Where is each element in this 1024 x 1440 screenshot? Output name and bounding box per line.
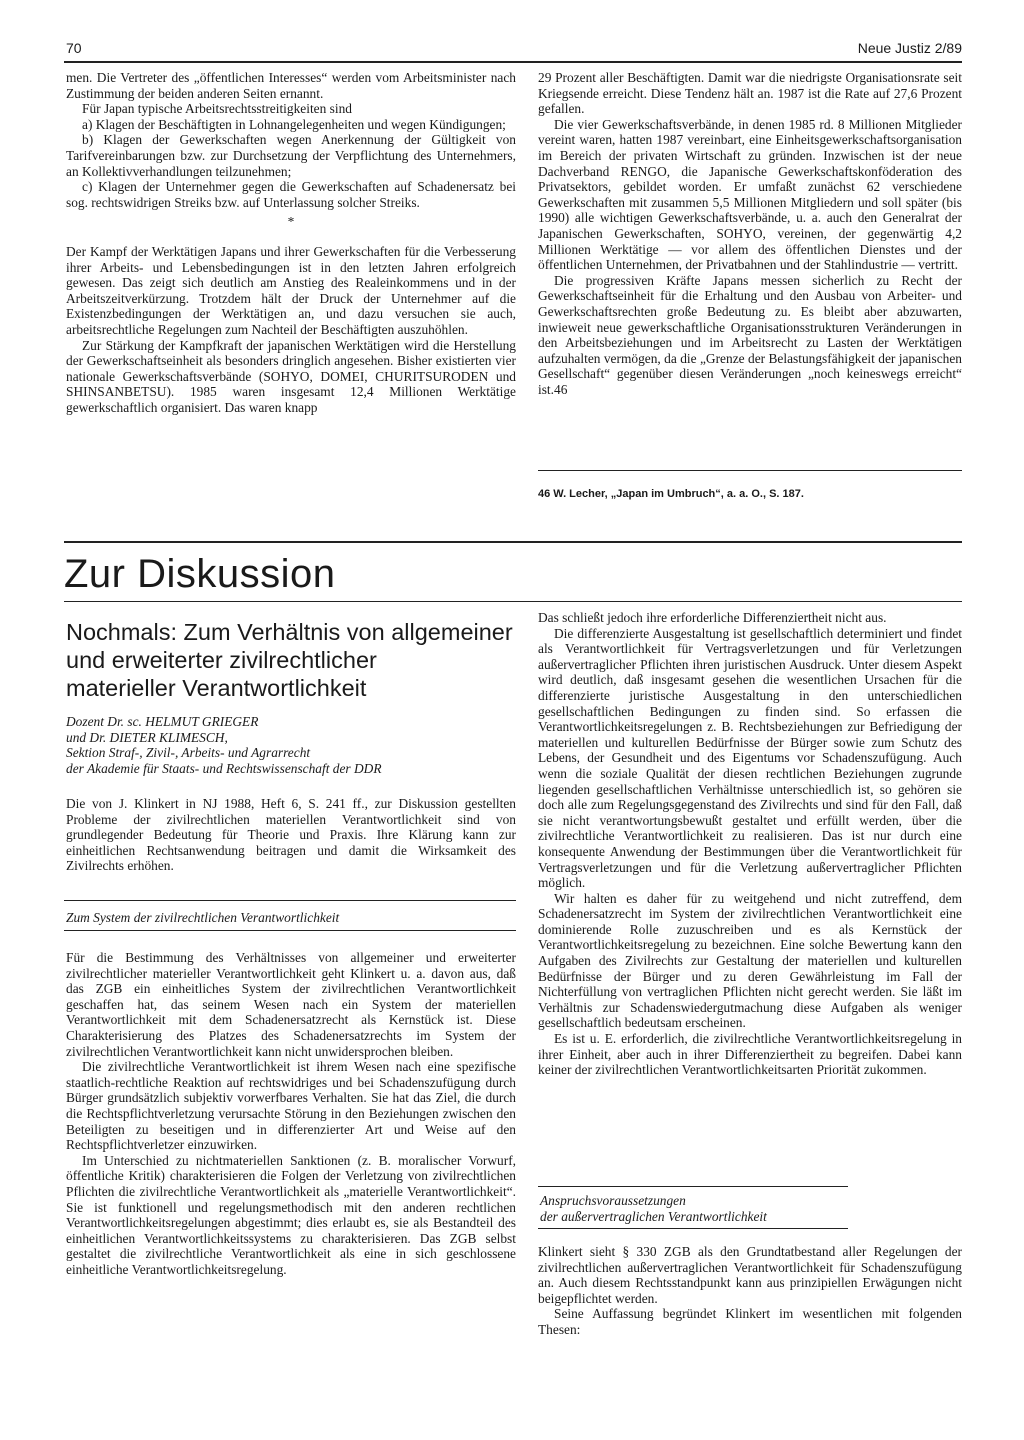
top-right-column bbox=[538, 70, 962, 397]
paragraph: Die von J. Klinkert in NJ 1988, Heft 6, S. 241 ff., zur Diskussion gestellten Probleme der zivilrechtlichen materiellen Verantwortlichkeit sind von grundlegender Bedeutung für Theorie und Praxis. Ihre Klärung kann zur einheitlichen Rechtsanwendung beitragen und damit die Wirksamkeit des Zivilrechts erhöhen. bbox=[66, 796, 516, 874]
section2-heading bbox=[540, 1193, 860, 1224]
journal-issue: Neue Justiz 2/89 bbox=[857, 40, 962, 56]
section-rule bbox=[64, 541, 962, 543]
section-title-underline bbox=[64, 601, 962, 602]
paragraph: Seine Auffassung begründet Klinkert im wesentlichen mit folgenden Thesen: bbox=[538, 1306, 962, 1337]
paragraph: Im Unterschied zu nichtmateriellen Sanktionen (z. B. moralischer Vorwurf, öffentliche Kritik) charakterisieren die Folgen der Verletzung von zivilrechtlichen Pflichten die zivilrechtliche Verantwortlichkeit als „materielle Verantwortlichkeit“. Sie ist funktionell und regelungsmethodisch mit den anderen rechtlichen Verantwortlichkeitsregelungen abgestimmt; dies erlaubt es, sie als Bestandteil des einheitlichen Verantwortlichkeitssystems zu charakterisieren. Das ZGB selbst gestaltet die zivilrechtliche Verantwortlichkeit als eine in sich geschlossene einheitliche Verantwortlichkeitsregelung. bbox=[66, 1152, 516, 1277]
author-line: und Dr. DIETER KLIMESCH, bbox=[66, 729, 228, 745]
section2-rule-bottom bbox=[538, 1228, 848, 1229]
top-left-column bbox=[66, 70, 516, 415]
author-block bbox=[66, 714, 526, 776]
section1-rule-bottom bbox=[64, 930, 516, 931]
section1-body bbox=[66, 950, 516, 1277]
paragraph: Für Japan typische Arbeitsrechtsstreitigkeiten sind bbox=[82, 101, 352, 117]
paragraph: Es ist u. E. erforderlich, die zivilrechtliche Verantwortlichkeitsregelung in ihrer Einheit, aber auch in ihrer Differenziertheit zu begreifen. Dabei kann keiner der zivilrechtlichen Verantwortlichkeitsarten Priorität zukommen. bbox=[538, 1031, 962, 1078]
paragraph: men. Die Vertreter des „öffentlichen Interesses“ werden vom Arbeitsminister nach Zustimmung der beiden anderen Seiten ernannt. bbox=[66, 70, 516, 101]
section2-heading-line: Anspruchsvoraussetzungen bbox=[540, 1193, 686, 1208]
paragraph: Die progressiven Kräfte Japans messen sicherlich zu Recht der Gewerkschaftseinheit für die Erhaltung und den Ausbau von Arbeiter- und Gewerkschaftsrechten große Bedeutung zu. Es bleibt aber abzuwarten, inwieweit neue gewerkschaftliche Organisationsstrukturen Veränderungen in den Arbeitsbeziehungen und im Arbeitsrecht zu Lasten der Werktätigen aufzuhalten vermögen, da die „Grenze der Belastungsfähigkeit der japanischen Gesellschaft“ gegenüber diesen Veränderungen „noch keineswegs erreicht“ ist.46 bbox=[538, 272, 962, 397]
section1-heading: Zum System der zivilrechtlichen Verantwortlichkeit bbox=[66, 910, 340, 925]
paragraph: 29 Prozent aller Beschäftigten. Damit war die niedrigste Organisationsrate seit Kriegsende erreicht. Diese Tendenz hält an. 1987 ist die Rate auf 27,6 Prozent gefallen. bbox=[538, 70, 962, 117]
author-line: Dozent Dr. sc. HELMUT GRIEGER bbox=[66, 714, 259, 729]
paragraph: c) Klagen der Unternehmer gegen die Gewerkschaften auf Schadenersatz bei sog. rechtswidrigen Streiks bzw. auf Unterlassung solcher Streiks. bbox=[66, 179, 516, 210]
section2-body bbox=[538, 1244, 962, 1338]
paragraph: Die zivilrechtliche Verantwortlichkeit ist ihrem Wesen nach eine spezifische staatlich-rechtliche Reaktion auf rechtswidriges und bei Schadenszufügung durch Bürger grundsätzlich subjektiv vorwerfbares Verhalten. Sie hat das Ziel, die durch die Rechtspflichtverletzung verursachte Störung in den Beziehungen zwischen den Beteiligten zu beseitigen und in differenzierter Art und Weise auf den Rechtspflichtverletzer einzuwirken. bbox=[66, 1059, 516, 1153]
paragraph: Wir halten es daher für zu weitgehend und nicht zutreffend, dem Schadenersatzrecht im System der zivilrechtlichen Verantwortlichkeit eine dominierende Rolle zuzuschreiben und es als Kernstück der Verantwortlichkeitsregelung zu bezeichnen. Eine solche Bewertung kann den Aufgaben des Zivilrechts zur Gestaltung der materiellen und kulturellen Bedürfnisse der Bürger und zu deren Gewährleistung im Fall der Nichterfüllung von vertraglichen Pflichten nicht gerecht werden. Sie läßt im Verhältnis zur Schadenswiedergutmachung diese Aufgaben als weniger gesellschaftlich bedeutsam erscheinen. bbox=[538, 890, 962, 1031]
article-intro bbox=[66, 796, 516, 874]
paragraph: a) Klagen der Beschäftigten in Lohnangelegenheiten und wegen Kündigungen; bbox=[82, 116, 506, 132]
paragraph: Die vier Gewerkschaftsverbände, in denen 1985 rd. 8 Millionen Mitglieder vereint waren, hatten 1987 vereinbart, eine Einheitsgewerkschaftsorganisation im Bereich der privaten Wirtschaft zu gründen. Inzwischen ist der neue Dachverband RENGO, die Japanische Gewerkschaftskonföderation des Privatsektors, gebildet worden. Er umfaßt zunächst 62 verschiedene Gewerkschaften mit zusammen 5,5 Millionen Mitgliedern und soll später (bis 1990) alle wichtigen Gewerkschaftsverbände, u. a. auch den Generalrat der Japanischen Gewerkschaften, SOHYO, vereinen, der gegenwärtig 4,2 Millionen Werktätige — vor allem des öffentlichen Dienstes und der öffentlichen Unternehmen, der Privatbahnen und der Stahlindustrie — vertritt. bbox=[538, 116, 962, 273]
paragraph: Für die Bestimmung des Verhältnisses von allgemeiner und erweiterter zivilrechtlicher materieller Verantwortlichkeit geht Klinkert u. a. davon aus, daß das ZGB ein einheitliches System der zivilrechtlichen Verantwortlichkeit geschaffen hat, das seinem Wesen nach ein System der materiellen Verantwortlichkeit mit dem Schadenersatzrecht als Kernstück ist. Diese Charakterisierung des Platzes des Schadenersatzrechts im System der zivilrechtlichen Verantwortlichkeit kann nicht unwidersprochen bleiben. bbox=[66, 950, 516, 1059]
article-title-line: und erweiterter zivilrechtlicher bbox=[66, 647, 377, 673]
article-right-column bbox=[538, 610, 962, 1078]
paragraph: b) Klagen der Gewerkschaften wegen Anerkennung der Gültigkeit von Tarifvereinbarungen bzw. zur Durchsetzung der Verpflichtung des Unternehmers, an Kollektivverhandlungen teilzunehmen; bbox=[66, 132, 516, 179]
footnote-rule bbox=[538, 470, 962, 471]
paragraph: Klinkert sieht § 330 ZGB als den Grundtatbestand aller Regelungen der zivilrechtlichen außervertraglichen Verantwortlichkeit für Schadenszufügung an. Auch diesem Rechtsstandpunkt kann aus prinzipiellen Erwägungen nicht beigepflichtet werden. bbox=[538, 1244, 962, 1306]
article-title-line: materieller Verantwortlichkeit bbox=[66, 675, 367, 701]
paragraph: Der Kampf der Werktätigen Japans und ihrer Gewerkschaften für die Verbesserung ihrer Arbeits- und Lebensbedingungen ist in den letzten Jahren erfolgreich gewesen. Das zeigt sich deutlich am Anstieg des Realeinkommens und in der Arbeitszeitverkürzung. Trotzdem hält der Druck der Unternehmer auf die Existenzbedingungen der Werktätigen an, und dazu versuchen sie auch, arbeitsrechtliche Regelungen zum Nachteil der Beschäftigten auszuhöhlen. bbox=[66, 243, 516, 337]
section2-rule-top bbox=[538, 1186, 848, 1187]
paragraph: Zur Stärkung der Kampfkraft der japanischen Werktätigen wird die Herstellung der Gewerkschaftseinheit als besonders dringlich angesehen. Bisher existierten vier nationale Gewerkschaftsverbände (SOHYO, DOMEI, CHURITSURODEN und SHINSANBETSU). 1985 waren insgesamt 12,4 Millionen Werktätige gewerkschaftlich organisiert. Das waren knapp bbox=[66, 337, 516, 415]
footnote: 46 W. Lecher, „Japan im Umbruch“, a. a. O., S. 187. bbox=[538, 488, 804, 500]
page-number: 70 bbox=[66, 40, 82, 56]
asterisk-separator: * bbox=[287, 214, 295, 230]
header-rule bbox=[64, 61, 962, 63]
author-line: Sektion Straf-, Zivil-, Arbeits- und Agrarrecht bbox=[66, 745, 311, 761]
section1-rule-top bbox=[64, 900, 516, 901]
article-title bbox=[66, 618, 526, 702]
section2-heading-line: der außervertraglichen Verantwortlichkeit bbox=[540, 1208, 767, 1224]
article-title-line: Nochmals: Zum Verhältnis von allgemeiner bbox=[66, 619, 513, 645]
author-line: der Akademie für Staats- und Rechtswissenschaft der DDR bbox=[66, 760, 382, 776]
section-title: Zur Diskussion bbox=[64, 552, 336, 596]
paragraph: Die differenzierte Ausgestaltung ist gesellschaftlich determiniert und findet als Verantwortlichkeit für Vertragsverletzungen und für Verletzungen außervertraglicher Pflichten ihren juristischen Ausdruck. Unter diesem Aspekt wird deutlich, daß insgesamt gesehen die wesentlichen Ursachen für die differenzierte juristische Ausgestaltung in den unterschiedlichen gesellschaftlichen Bedingungen zu finden sind. So erfassen die Verantwortlichkeitsregelungen z. B. Rechtsbeziehungen zur Befriedigung der materiellen und kulturellen Bedürfnisse der Bürger sowie zum Schutz des Lebens, der Gesundheit und des Eigentums vor Schadenszufügung. Auch wenn die soziale Qualität der diesen rechtlichen Beziehungen zugrunde liegenden gesellschaftlichen Verhältnisse unterschiedlich ist, so gehören sie doch alle zum Regelungsgegenstand des Zivilrechts und sind für den Fall, daß sie nicht verantwortungsbewußt gestaltet und erfüllt werden, über die zivilrechtliche Verantwortlichkeit zu realisieren. Das ist nur durch eine konsequente Anwendung der Bestimmungen über die Verantwortlichkeit für Vertragsverletzungen und für die Verletzung außervertraglicher Pflichten möglich. bbox=[538, 625, 962, 891]
paragraph: Das schließt jedoch ihre erforderliche Differenziertheit nicht aus. bbox=[538, 610, 887, 625]
